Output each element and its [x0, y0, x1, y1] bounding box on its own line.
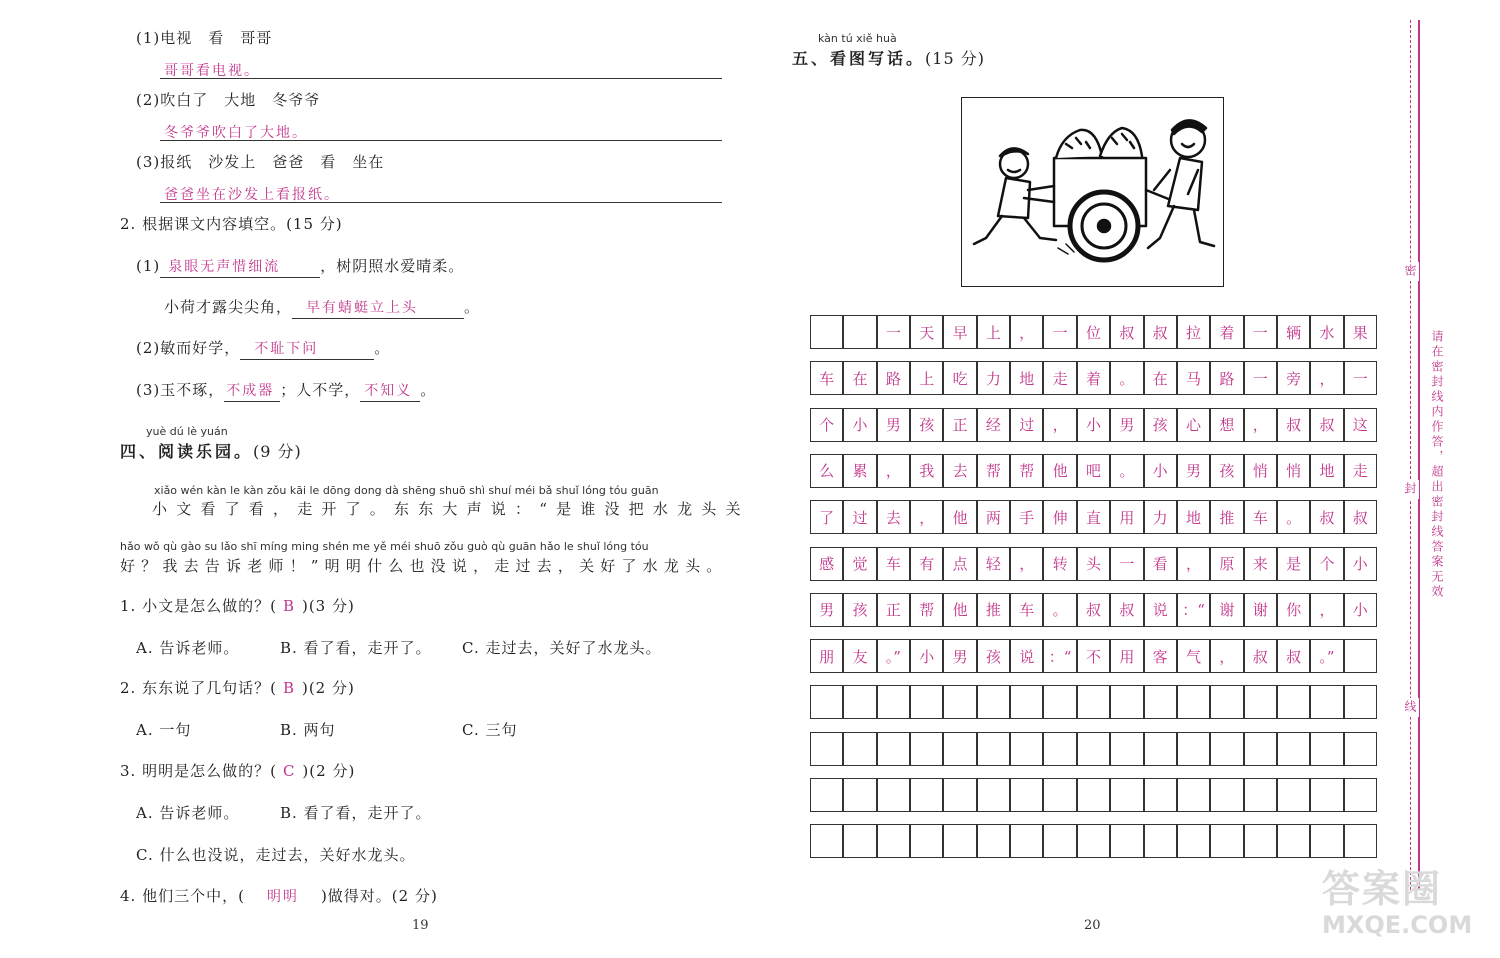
grid-cell: 了 — [810, 500, 843, 534]
section-5-pinyin: kàn tú xiě huà — [818, 32, 897, 45]
grid-cell: 一 — [1244, 315, 1277, 349]
grid-cell — [877, 732, 910, 766]
grid-cell: 小 — [1077, 408, 1110, 442]
grid-cell — [1277, 685, 1310, 719]
grid-cell: 过 — [843, 500, 876, 534]
grid-cell — [810, 824, 843, 858]
grid-cell: 客 — [1144, 639, 1177, 673]
grid-cell: 天 — [910, 315, 943, 349]
grid-cell — [1344, 824, 1377, 858]
grid-cell: ， — [1043, 408, 1076, 442]
grid-cell: 着 — [1210, 315, 1243, 349]
reading-line-2-text: 好？我去告诉老师！”明明什么也没说，走过去，关好了水龙头。 — [120, 557, 728, 575]
grid-cell: 帮 — [910, 593, 943, 627]
grid-cell — [943, 685, 976, 719]
grid-cell — [1077, 778, 1110, 812]
grid-cell: 说 — [1010, 639, 1043, 673]
grid-cell — [1010, 732, 1043, 766]
grid-cell — [977, 824, 1010, 858]
grid-cell — [877, 685, 910, 719]
grid-cell: 孩 — [843, 593, 876, 627]
watermark-logo — [1322, 868, 1492, 948]
grid-cell: 心 — [1177, 408, 1210, 442]
grid-cell — [1043, 685, 1076, 719]
grid-cell: ， — [1244, 408, 1277, 442]
grid-cell — [1077, 685, 1110, 719]
grid-cell: 叔 — [1277, 639, 1310, 673]
reading-question-1: 1. 小文是怎么做的？( B )(3 分) — [120, 597, 355, 615]
grid-cell — [1043, 824, 1076, 858]
grid-cell: 。 — [1277, 500, 1310, 534]
grid-cell: 力 — [1144, 500, 1177, 534]
grid-cell — [910, 778, 943, 812]
grid-cell — [1177, 685, 1210, 719]
grid-cell: 么 — [810, 454, 843, 488]
grid-cell — [1043, 778, 1076, 812]
grid-cell: 一 — [1043, 315, 1076, 349]
grid-cell — [910, 685, 943, 719]
grid-cell — [1310, 778, 1343, 812]
grid-cell — [1077, 824, 1110, 858]
grid-cell — [1177, 778, 1210, 812]
grid-cell — [1344, 685, 1377, 719]
grid-cell — [1110, 732, 1143, 766]
seal-notice: 请在密封线内作答，超出密封线答案无效 — [1430, 330, 1444, 600]
grid-cell: 点 — [943, 547, 976, 581]
grid-cell: 孩 — [977, 639, 1010, 673]
grid-cell: 叔 — [1110, 315, 1143, 349]
grid-cell — [1110, 685, 1143, 719]
grid-cell: 你 — [1277, 593, 1310, 627]
grid-cell — [943, 824, 976, 858]
grid-cell: ， — [910, 500, 943, 534]
grid-cell: 辆 — [1277, 315, 1310, 349]
grid-cell — [1210, 732, 1243, 766]
grid-cell: 在 — [1144, 361, 1177, 395]
q1-item-3-prompt: (3)报纸 沙发上 爸爸 看 坐在 — [136, 153, 385, 171]
grid-cell: 小 — [1344, 547, 1377, 581]
reading-line-2-pinyin: hǎo wǒ qù gào su lǎo shī míng ming shén me yě méi shuō zǒu guò qù guān hǎo le shuǐ lóng tóu — [120, 540, 649, 553]
grid-cell: 说 — [1144, 593, 1177, 627]
answer-underline — [160, 140, 722, 141]
grid-cell: 推 — [977, 593, 1010, 627]
writing-grid — [810, 315, 1377, 871]
grid-cell: 车 — [810, 361, 843, 395]
grid-cell: 朋 — [810, 639, 843, 673]
grid-cell: 去 — [877, 500, 910, 534]
grid-cell — [1244, 824, 1277, 858]
grid-cell — [977, 778, 1010, 812]
grid-cell: 觉 — [843, 547, 876, 581]
grid-cell: 友 — [843, 639, 876, 673]
grid-cell: 路 — [1210, 361, 1243, 395]
grid-cell — [877, 824, 910, 858]
grid-cell: ， — [1210, 639, 1243, 673]
grid-cell: 上 — [910, 361, 943, 395]
grid-cell: 叔 — [1310, 408, 1343, 442]
grid-cell — [810, 732, 843, 766]
grid-cell: 水 — [1310, 315, 1343, 349]
grid-cell: 地 — [1177, 500, 1210, 534]
section-5-title: 五、看图写话。(15 分) — [792, 49, 985, 68]
grid-cell: 过 — [1010, 408, 1043, 442]
grid-cell — [1244, 732, 1277, 766]
grid-cell: 马 — [1177, 361, 1210, 395]
q2-line-1-answer: 泉眼无声惜细流 — [160, 257, 320, 278]
grid-cell: 累 — [843, 454, 876, 488]
grid-cell: 正 — [943, 408, 976, 442]
grid-cell: 正 — [877, 593, 910, 627]
grid-cell: 是 — [1277, 547, 1310, 581]
grid-cell: 感 — [810, 547, 843, 581]
grid-cell — [1144, 685, 1177, 719]
q2-line-3-answer: 不耻下问 — [240, 339, 374, 360]
grid-cell: 果 — [1344, 315, 1377, 349]
grid-cell: 孩 — [1210, 454, 1243, 488]
grid-cell: 车 — [877, 547, 910, 581]
grid-cell — [843, 778, 876, 812]
grid-cell: 。” — [877, 639, 910, 673]
grid-cell: 悄 — [1244, 454, 1277, 488]
grid-cell: 地 — [1010, 361, 1043, 395]
seal-mark-feng: 封 — [1403, 482, 1417, 497]
grid-cell — [1344, 732, 1377, 766]
reading-question-4: 4. 他们三个中，( 明明 )做得对。(2 分) — [120, 887, 438, 905]
grid-cell: 这 — [1344, 408, 1377, 442]
q3-option-a: A. 告诉老师。 — [136, 804, 240, 822]
q2-title: 2. 根据课文内容填空。(15 分) — [120, 215, 343, 233]
grid-cell — [843, 315, 876, 349]
reading-question-3-answer: C — [282, 762, 297, 780]
grid-cell: 一 — [1244, 361, 1277, 395]
grid-cell: 小 — [910, 639, 943, 673]
q2-option-c: C. 三句 — [462, 721, 518, 739]
grid-cell: ：“ — [1043, 639, 1076, 673]
illustration-man-pushing-fruit-cart — [961, 97, 1224, 287]
grid-cell: 手 — [1010, 500, 1043, 534]
grid-cell — [1344, 778, 1377, 812]
grid-cell: 用 — [1110, 639, 1143, 673]
grid-cell — [810, 315, 843, 349]
grid-cell: 一 — [1110, 547, 1143, 581]
grid-cell: 走 — [1043, 361, 1076, 395]
grid-cell: 悄 — [1277, 454, 1310, 488]
grid-cell — [1010, 685, 1043, 719]
grid-cell — [810, 685, 843, 719]
grid-cell: 。 — [1110, 454, 1143, 488]
q1-option-b: B. 看了看，走开了。 — [280, 639, 432, 657]
grid-cell: 吧 — [1077, 454, 1110, 488]
grid-cell: 有 — [910, 547, 943, 581]
grid-cell: 叔 — [1277, 408, 1310, 442]
grid-cell: 谢 — [1244, 593, 1277, 627]
grid-cell: 他 — [943, 593, 976, 627]
reading-question-2: 2. 东东说了几句话？( B )(2 分) — [120, 679, 355, 697]
q2-line-3: (2)敏而好学， 不耻下问 。 — [136, 338, 390, 360]
grid-cell: 小 — [843, 408, 876, 442]
grid-cell: 车 — [1244, 500, 1277, 534]
grid-cell: 原 — [1210, 547, 1243, 581]
grid-cell — [843, 824, 876, 858]
grid-cell: 男 — [943, 639, 976, 673]
q2-option-a: A. 一句 — [136, 721, 192, 739]
grid-cell — [1210, 685, 1243, 719]
grid-cell — [843, 685, 876, 719]
grid-cell: 吃 — [943, 361, 976, 395]
grid-cell — [977, 732, 1010, 766]
grid-cell — [1310, 732, 1343, 766]
section-4-title: 四、阅读乐园。(9 分) — [120, 442, 302, 461]
grid-cell — [1177, 732, 1210, 766]
grid-cell: 谢 — [1210, 593, 1243, 627]
grid-cell — [1277, 778, 1310, 812]
grid-cell: 伸 — [1043, 500, 1076, 534]
grid-cell — [1110, 824, 1143, 858]
grid-cell — [1077, 732, 1110, 766]
grid-cell: 。 — [1110, 361, 1143, 395]
reading-question-2-answer: B — [282, 679, 296, 697]
grid-cell: 气 — [1177, 639, 1210, 673]
page-number-left: 19 — [412, 918, 429, 933]
q1-item-1-prompt: (1)电视 看 哥哥 — [136, 29, 273, 47]
answer-underline — [160, 202, 722, 203]
section-4-pinyin: yuè dú lè yuán — [146, 425, 228, 438]
grid-cell — [1177, 824, 1210, 858]
grid-cell: ：“ — [1177, 593, 1210, 627]
grid-cell: 经 — [977, 408, 1010, 442]
grid-cell: 个 — [810, 408, 843, 442]
grid-cell: 在 — [843, 361, 876, 395]
grid-cell: 直 — [1077, 500, 1110, 534]
grid-cell: 上 — [977, 315, 1010, 349]
q2-line-1: (1) 泉眼无声惜细流 ，树阴照水爱晴柔。 — [136, 256, 464, 278]
grid-cell: 男 — [810, 593, 843, 627]
grid-cell — [1210, 824, 1243, 858]
watermark-text-url: MXQE.COM — [1322, 911, 1473, 939]
grid-cell — [1344, 639, 1377, 673]
answer-underline — [160, 78, 722, 79]
grid-cell: 车 — [1010, 593, 1043, 627]
q1-option-a: A. 告诉老师。 — [136, 639, 240, 657]
grid-cell — [943, 778, 976, 812]
grid-cell: 叔 — [1310, 500, 1343, 534]
grid-cell — [1110, 778, 1143, 812]
grid-cell: 轻 — [977, 547, 1010, 581]
grid-cell: 想 — [1210, 408, 1243, 442]
grid-cell: 男 — [1177, 454, 1210, 488]
grid-cell: ， — [1310, 361, 1343, 395]
grid-cell: ， — [1010, 315, 1043, 349]
grid-cell: 看 — [1144, 547, 1177, 581]
grid-cell: 他 — [1043, 454, 1076, 488]
grid-cell: 用 — [1110, 500, 1143, 534]
grid-cell: 去 — [943, 454, 976, 488]
q3-option-b: B. 看了看，走开了。 — [280, 804, 432, 822]
grid-cell: 来 — [1244, 547, 1277, 581]
grid-cell: 。 — [1043, 593, 1076, 627]
grid-cell — [877, 778, 910, 812]
grid-cell: 帮 — [977, 454, 1010, 488]
grid-cell — [843, 732, 876, 766]
reading-line-1-text: 小文看了看，走开了。东东大声说：“是谁没把水龙头关 — [152, 500, 750, 518]
q2-line-2: 小荷才露尖尖角， 早有蜻蜓立上头 。 — [164, 297, 480, 319]
grid-cell: ， — [1177, 547, 1210, 581]
grid-cell — [910, 824, 943, 858]
grid-cell: 小 — [1144, 454, 1177, 488]
grid-cell: ， — [1310, 593, 1343, 627]
q1-option-c: C. 走过去，关好了水龙头。 — [462, 639, 662, 657]
grid-cell — [1144, 824, 1177, 858]
grid-cell — [1010, 778, 1043, 812]
seal-mark-mi: 密 — [1403, 264, 1417, 279]
grid-cell: 男 — [1110, 408, 1143, 442]
grid-cell: 叔 — [1110, 593, 1143, 627]
reading-line-1-pinyin: xiǎo wén kàn le kàn zǒu kāi le dōng dong dà shēng shuō shì shuí méi bǎ shuǐ lóng tóu guān — [154, 484, 659, 497]
q1-item-2-prompt: (2)吹白了 大地 冬爷爷 — [136, 91, 321, 109]
cart-illustration — [962, 98, 1222, 285]
grid-cell — [977, 685, 1010, 719]
grid-cell: 两 — [977, 500, 1010, 534]
seal-mark-xian: 线 — [1403, 700, 1417, 715]
grid-cell — [1244, 778, 1277, 812]
grid-cell: ， — [1010, 547, 1043, 581]
page-number-right: 20 — [1084, 918, 1101, 933]
grid-cell: 着 — [1077, 361, 1110, 395]
grid-cell: ， — [877, 454, 910, 488]
grid-cell: 我 — [910, 454, 943, 488]
grid-cell: 一 — [1344, 361, 1377, 395]
grid-cell — [1310, 685, 1343, 719]
reading-question-3: 3. 明明是怎么做的？( C )(2 分) — [120, 762, 356, 780]
grid-cell — [910, 732, 943, 766]
grid-cell — [810, 778, 843, 812]
q1-item-2-answer: 冬爷爷吹白了大地。 — [164, 125, 308, 141]
grid-cell: 。” — [1310, 639, 1343, 673]
grid-cell: 转 — [1043, 547, 1076, 581]
grid-cell — [1144, 732, 1177, 766]
reading-question-1-answer: B — [282, 597, 296, 615]
grid-cell: 他 — [943, 500, 976, 534]
grid-cell: 力 — [977, 361, 1010, 395]
grid-cell: 路 — [877, 361, 910, 395]
watermark-text-cn: 答案圈 — [1322, 867, 1443, 911]
grid-cell: 孩 — [910, 408, 943, 442]
q2-line-4-answer-2: 不知义 — [360, 381, 420, 402]
grid-cell — [1277, 732, 1310, 766]
seal-line-solid — [1418, 20, 1420, 890]
grid-cell — [1043, 732, 1076, 766]
q2-line-4-answer-1: 不成器 — [224, 381, 280, 402]
grid-cell: 一 — [877, 315, 910, 349]
grid-cell: 孩 — [1144, 408, 1177, 442]
grid-cell: 头 — [1077, 547, 1110, 581]
grid-cell: 叔 — [1344, 500, 1377, 534]
q2-line-2-answer: 早有蜻蜓立上头 — [292, 298, 464, 319]
q2-line-4: (3)玉不琢， 不成器 ；人不学， 不知义 。 — [136, 380, 436, 402]
grid-cell: 拉 — [1177, 315, 1210, 349]
q1-item-1-answer: 哥哥看电视。 — [164, 63, 260, 79]
grid-cell: 小 — [1344, 593, 1377, 627]
grid-cell — [1010, 824, 1043, 858]
grid-cell: 推 — [1210, 500, 1243, 534]
grid-cell: 男 — [877, 408, 910, 442]
grid-cell: 走 — [1344, 454, 1377, 488]
grid-cell — [1210, 778, 1243, 812]
grid-cell: 地 — [1310, 454, 1343, 488]
grid-cell: 帮 — [1010, 454, 1043, 488]
q1-item-3-answer: 爸爸坐在沙发上看报纸。 — [164, 187, 340, 203]
grid-cell: 位 — [1077, 315, 1110, 349]
grid-cell: 叔 — [1144, 315, 1177, 349]
grid-cell: 叔 — [1244, 639, 1277, 673]
q2-option-b: B. 两句 — [280, 721, 336, 739]
grid-cell: 不 — [1077, 639, 1110, 673]
reading-question-4-answer: 明明 — [266, 889, 299, 905]
grid-cell — [1144, 778, 1177, 812]
q3-option-c: C. 什么也没说，走过去，关好水龙头。 — [136, 846, 416, 864]
grid-cell — [1244, 685, 1277, 719]
grid-cell: 旁 — [1277, 361, 1310, 395]
grid-cell — [1310, 824, 1343, 858]
grid-cell: 叔 — [1077, 593, 1110, 627]
seal-line-dashed — [1410, 20, 1411, 890]
grid-cell — [943, 732, 976, 766]
grid-cell: 早 — [943, 315, 976, 349]
grid-cell — [1277, 824, 1310, 858]
grid-cell: 个 — [1310, 547, 1343, 581]
